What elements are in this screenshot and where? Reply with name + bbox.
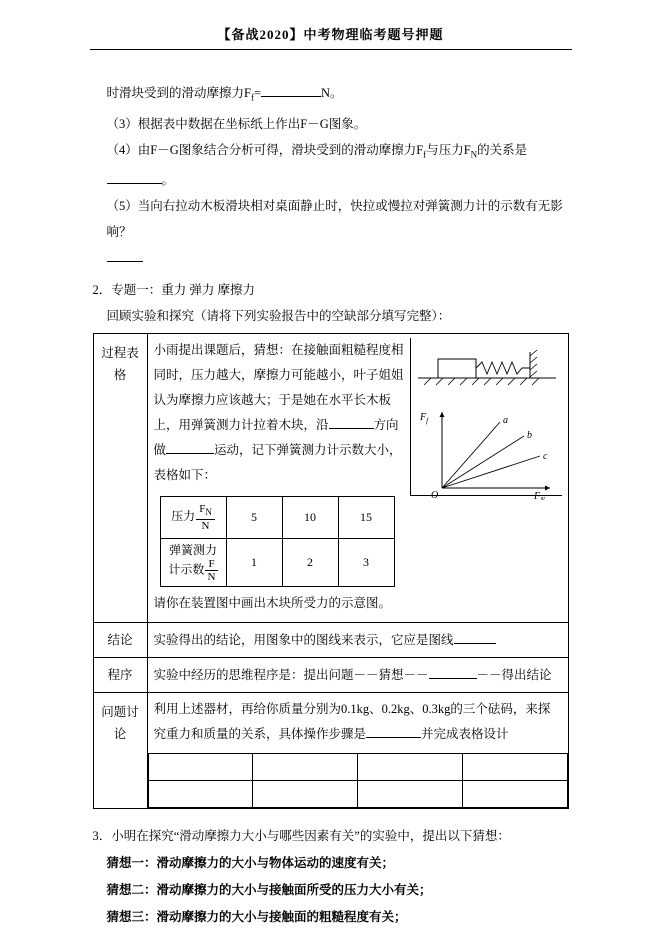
text-segment: 运动，记下弹簧测力计示数大小，表格如下： (153, 443, 402, 482)
empty-cell (462, 781, 567, 808)
graph-line-a-label: a (502, 415, 508, 426)
discussion-text (148, 697, 568, 747)
force-graph (412, 398, 562, 500)
answer-blank (329, 416, 374, 429)
text-segment: 的关系是 (477, 142, 528, 157)
section2-subheading: 回顾实验和探究（请将下列实验报告中的空缺部分填写完整）： (106, 309, 451, 323)
fraction-fn-over-n: $\frac{F_N}{N}$ (196, 503, 215, 531)
ground (418, 378, 556, 385)
spring (476, 362, 530, 374)
document-header (0, 24, 661, 50)
empty-cell (148, 754, 253, 781)
discussion-cell (147, 693, 568, 809)
answer-blank (366, 725, 421, 738)
pressure-header-cell (160, 497, 226, 539)
answer-blank (261, 84, 321, 97)
row-label-discussion: 问题讨论 (93, 693, 147, 809)
line-question-3: （3）根据表中数据在坐标纸上作出F－G图象。 (106, 116, 367, 131)
subscript-f: f (250, 92, 254, 103)
text-segment: 实验中经历的思维程序是：提出问题－－猜想－－ (153, 668, 429, 682)
subscript-f: f (423, 149, 427, 159)
graph-ylabel: $F_f$ (419, 412, 428, 425)
wood-block (438, 359, 476, 378)
fraction-f-over-n: $\frac{F}{N}$ (205, 558, 217, 583)
apparatus-diagram (412, 340, 562, 394)
document-title: 【备战2020】中考物理临考题号押题 (217, 27, 444, 42)
text-segment: 与压力F (426, 142, 471, 157)
text-segment: 时滑块受到的滑动摩擦力F (106, 86, 251, 100)
empty-cell (358, 754, 463, 781)
process-note: 请你在装置图中画出木块所受力的示意图。 (153, 596, 392, 610)
text-segment: N。 (321, 86, 343, 100)
experiment-report-table (93, 333, 569, 809)
wall (530, 350, 537, 378)
figure-panel (410, 338, 562, 500)
text-segment: = (253, 86, 262, 100)
row-label-conclusion: 结论 (93, 623, 147, 658)
conclusion-cell (147, 623, 568, 658)
text-segment: 小雨提出课题后，猜想：在接触面粗糙程度相同时，压力越大，摩擦力可能越小，叶子姐姐认为摩擦力应该越大；于是她在水平长木板上，用弹簧测力计拉着木块，沿 (153, 343, 404, 432)
answer-blank (107, 171, 162, 184)
row-procedure (93, 658, 568, 693)
section3-heading: 3．小明在探究“滑动摩擦力大小与哪些因素有关”的实验中，提出以下猜想： (92, 829, 510, 843)
text-segment: 。 (161, 173, 175, 187)
blank-design-table (148, 753, 568, 808)
design-row (148, 754, 567, 781)
pressure-value-cell: 5 (226, 497, 282, 539)
row-process (93, 334, 568, 623)
empty-cell (148, 781, 253, 808)
pressure-row (160, 497, 394, 539)
design-row (148, 781, 567, 808)
graph-line-b-label: b (526, 430, 532, 441)
text-segment: 利用上述器材，再给你质量分别为0.1kg、0.2kg、0.3kg的三个砝码，来探究重力和质量的关系，具体操作步骤是 (153, 702, 551, 741)
empty-cell (253, 754, 358, 781)
row-conclusion (93, 623, 568, 658)
row-discussion (93, 693, 568, 809)
text-segment: （4）由F－G图象结合分析可得，滑块受到的滑动摩擦力F (106, 142, 424, 157)
text-segment: 方向做 (153, 418, 399, 457)
text-segment: 实验得出的结论，用图象中的图线来表示，它应是图线 (153, 633, 454, 647)
row-label-procedure: 程序 (93, 658, 147, 693)
guess-2: 猜想二：滑动摩擦力的大小与接触面所受的压力大小有关； (106, 883, 432, 897)
graph-origin-label: O (430, 490, 438, 500)
section2-heading: 2．专题一：重力 弹力 摩擦力 (92, 283, 256, 297)
graph-line-b (442, 436, 524, 488)
graph-xlabel: $F_N$ (533, 491, 545, 500)
line-question-5 (93, 193, 569, 271)
answer-blank (166, 441, 214, 454)
empty-cell (253, 781, 358, 808)
document-body (93, 80, 569, 931)
text-segment: （5）当向右拉动木板滑块相对桌面静止时，快拉或慢拉对弹簧测力计的示数有无影响？ (106, 199, 563, 239)
answer-blank (429, 666, 477, 679)
guess-1: 猜想一：滑动摩擦力的大小与物体运动的速度有关； (106, 856, 395, 870)
empty-cell (462, 754, 567, 781)
reading-value-cell: 2 (282, 539, 338, 587)
answer-blank (454, 631, 496, 644)
pressure-value-cell: 15 (338, 497, 394, 539)
empty-cell (358, 781, 463, 808)
process-cell (147, 334, 568, 623)
row-label-process: 过程表格 (93, 334, 147, 623)
title-divider (90, 49, 572, 50)
line-friction-value (93, 80, 569, 111)
text-segment: 压力 (171, 509, 196, 524)
line-question-4 (93, 137, 569, 194)
procedure-cell (147, 658, 568, 693)
subscript-n: N (470, 149, 478, 159)
text-segment: 弹簧测力计示数 (168, 543, 217, 577)
text-segment: 并完成表格设计 (421, 727, 509, 741)
reading-header-cell (160, 539, 226, 587)
readings-table (160, 496, 395, 587)
reading-value-cell: 1 (226, 539, 282, 587)
text-segment: －－得出结论 (476, 668, 552, 682)
pressure-value-cell: 10 (282, 497, 338, 539)
graph-line-c-label: c (542, 451, 547, 462)
answer-blank (107, 249, 143, 262)
graph-line-c (442, 456, 540, 488)
guess-3: 猜想三：滑动摩擦力的大小与接触面的粗糙程度有关； (106, 910, 407, 924)
reading-row (160, 539, 394, 587)
reading-value-cell: 3 (338, 539, 394, 587)
